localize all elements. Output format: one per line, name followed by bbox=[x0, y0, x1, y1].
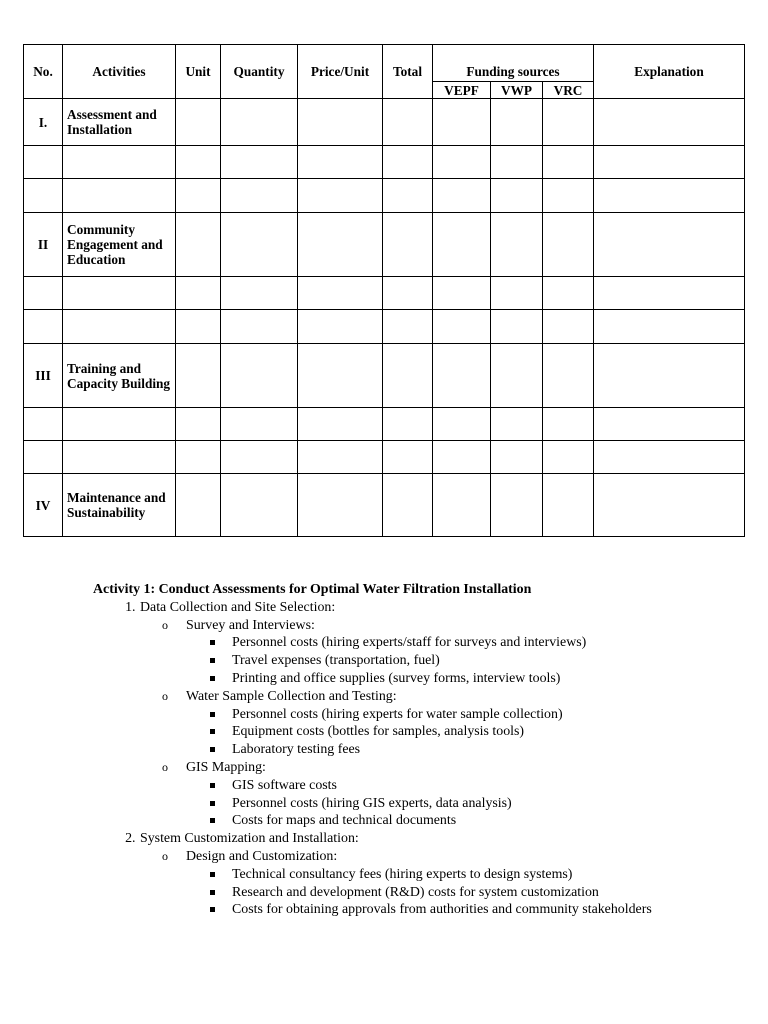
list-item bbox=[232, 795, 753, 813]
list-item-text: GIS software costs bbox=[232, 777, 337, 793]
list-item-text: Personnel costs (hiring experts/staff for surveys and interviews) bbox=[232, 635, 587, 651]
header-total: Total bbox=[383, 45, 433, 99]
table-row bbox=[24, 179, 745, 213]
list-item-text: Research and development (R&D) costs for system customization bbox=[232, 884, 599, 900]
header-funding-vepf: VEPF bbox=[433, 82, 491, 99]
list-item-label: Design and Customization: bbox=[186, 848, 338, 864]
list-item-label: Data Collection and Site Selection: bbox=[140, 599, 336, 615]
list-item-label: Survey and Interviews: bbox=[186, 617, 315, 633]
budget-table bbox=[23, 44, 745, 537]
section-activity: Training and Capacity Building bbox=[63, 344, 176, 408]
activity-section bbox=[93, 581, 753, 919]
square-bullet-icon bbox=[210, 729, 215, 734]
table-row bbox=[24, 213, 745, 277]
list-item bbox=[232, 741, 753, 759]
list-item bbox=[232, 884, 753, 902]
list-item-text: Travel expenses (transportation, fuel) bbox=[232, 653, 440, 669]
list-item bbox=[162, 617, 753, 688]
table-row bbox=[24, 310, 745, 344]
table-row bbox=[24, 277, 745, 310]
list-item bbox=[232, 777, 753, 795]
table-row bbox=[24, 441, 745, 474]
list-item bbox=[232, 901, 753, 919]
list-item-text: Costs for maps and technical documents bbox=[232, 813, 457, 829]
square-bullet-icon bbox=[210, 783, 215, 788]
circle-bullet-icon: o bbox=[162, 688, 168, 703]
header-activities: Activities bbox=[63, 45, 176, 99]
list-item bbox=[232, 866, 753, 884]
circle-bullet-icon: o bbox=[162, 759, 168, 774]
circle-bullet-icon: o bbox=[162, 617, 168, 632]
header-price-unit: Price/Unit bbox=[298, 45, 383, 99]
header-quantity: Quantity bbox=[221, 45, 298, 99]
list-item-text: Personnel costs (hiring experts for water sample collection) bbox=[232, 706, 563, 722]
table-row bbox=[24, 474, 745, 537]
list-item-text: Equipment costs (bottles for samples, analysis tools) bbox=[232, 724, 525, 740]
section-number: II bbox=[24, 213, 63, 277]
section-activity: Maintenance and Sustainability bbox=[63, 474, 176, 537]
square-bullet-icon bbox=[210, 747, 215, 752]
list-item bbox=[232, 652, 753, 670]
list-item-text: Personnel costs (hiring GIS experts, data analysis) bbox=[232, 795, 512, 811]
list-item bbox=[232, 706, 753, 724]
section-activity: Assessment and Installation bbox=[63, 99, 176, 146]
header-funding-sources: Funding sources bbox=[433, 45, 594, 82]
section-number: III bbox=[24, 344, 63, 408]
list-item-text: Laboratory testing fees bbox=[232, 742, 361, 758]
circle-bullet-icon: o bbox=[162, 848, 168, 863]
list-item-text: Costs for obtaining approvals from authorities and community stakeholders bbox=[232, 902, 652, 918]
section-number: IV bbox=[24, 474, 63, 537]
header-funding-vwp: VWP bbox=[491, 82, 543, 99]
section-activity: Community Engagement and Education bbox=[63, 213, 176, 277]
table-row bbox=[24, 99, 745, 146]
square-bullet-icon bbox=[210, 676, 215, 681]
square-bullet-icon bbox=[210, 872, 215, 877]
square-bullet-icon bbox=[210, 712, 215, 717]
list-item-text: Technical consultancy fees (hiring experts to design systems) bbox=[232, 866, 573, 882]
list-item bbox=[232, 812, 753, 830]
square-bullet-icon bbox=[210, 658, 215, 663]
list-item bbox=[139, 830, 753, 919]
square-bullet-icon bbox=[210, 907, 215, 912]
list-item bbox=[162, 688, 753, 759]
header-funding-vrc: VRC bbox=[543, 82, 594, 99]
list-item bbox=[232, 723, 753, 741]
list-item-label: System Customization and Installation: bbox=[140, 831, 359, 847]
square-bullet-icon bbox=[210, 818, 215, 823]
header-unit: Unit bbox=[176, 45, 221, 99]
activity-list bbox=[93, 599, 753, 919]
list-item bbox=[232, 670, 753, 688]
table-row bbox=[24, 408, 745, 441]
list-item-text: Printing and office supplies (survey forms, interview tools) bbox=[232, 670, 561, 686]
header-explanation: Explanation bbox=[594, 45, 745, 99]
square-bullet-icon bbox=[210, 801, 215, 806]
section-number: I. bbox=[24, 99, 63, 146]
square-bullet-icon bbox=[210, 890, 215, 895]
list-item-label: Water Sample Collection and Testing: bbox=[186, 688, 397, 704]
table-row bbox=[24, 344, 745, 408]
list-item bbox=[139, 599, 753, 830]
list-item bbox=[162, 759, 753, 830]
activity-title: Activity 1: Conduct Assessments for Optimal Water Filtration Installation bbox=[93, 582, 532, 597]
square-bullet-icon bbox=[210, 640, 215, 645]
header-no: No. bbox=[24, 45, 63, 99]
table-row bbox=[24, 146, 745, 179]
list-item-label: GIS Mapping: bbox=[186, 759, 266, 775]
list-item bbox=[162, 848, 753, 919]
list-item bbox=[232, 634, 753, 652]
